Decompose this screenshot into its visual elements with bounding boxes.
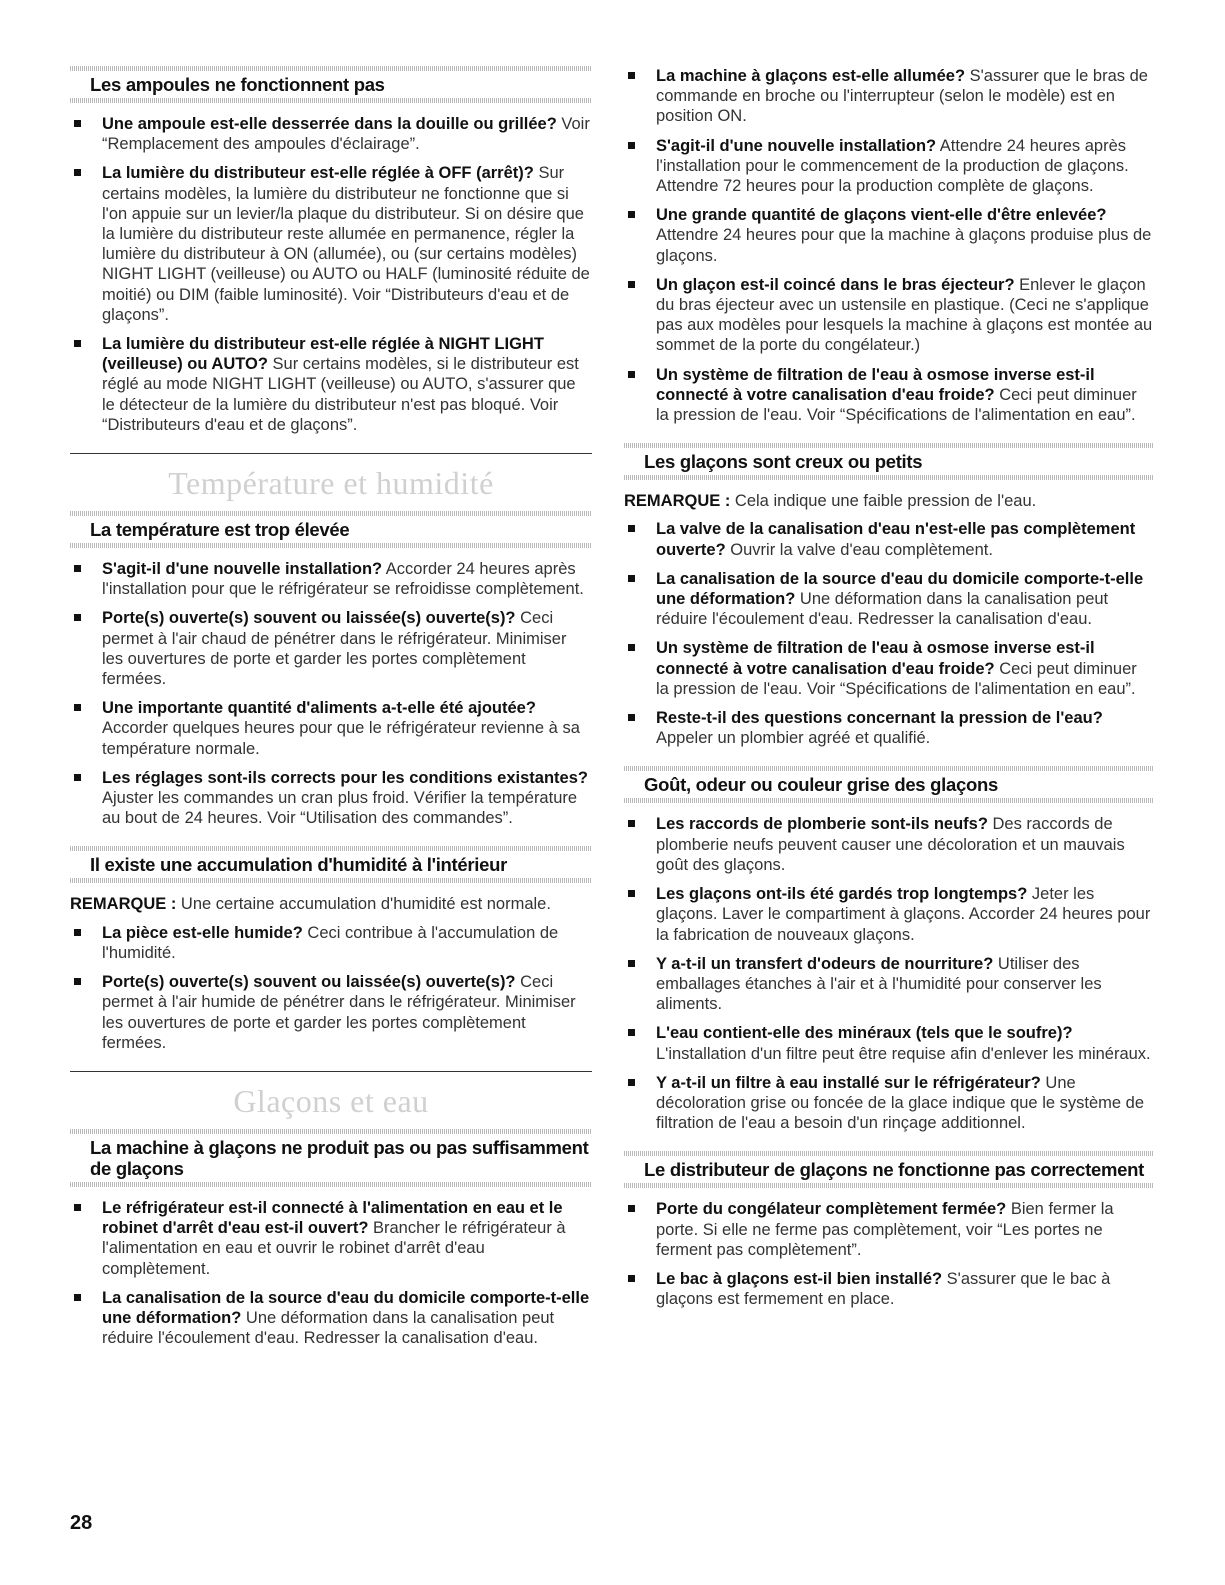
question-text: Porte(s) ouverte(s) souvent ou laissée(s) ouverte(s)? (102, 973, 516, 992)
bullet-icon (628, 890, 635, 897)
note (70, 894, 592, 914)
subsection-header (624, 766, 1154, 803)
list-item (70, 1288, 592, 1349)
troubleshooting-list (624, 519, 1154, 748)
bullet-icon (628, 142, 635, 149)
bullet-icon (628, 1205, 635, 1212)
question-text: Une importante quantité d'aliments a-t-elle été ajoutée? (102, 699, 536, 718)
question-text: La machine à glaçons est-elle allumée? (656, 67, 966, 85)
bullet-icon (74, 1204, 81, 1211)
bullet-icon (74, 120, 81, 127)
bullet-icon (628, 820, 635, 827)
question-text: Les raccords de plomberie sont-ils neufs? (656, 815, 988, 834)
answer-text: Jeter les glaçons. Laver le compartiment à glaçons. Accorder 24 heures pour la fabrication de nouveaux glaçons. (656, 885, 1151, 944)
question-text: Une ampoule est-elle desserrée dans la douille ou grillée? (102, 115, 557, 133)
subsection-header (70, 66, 592, 103)
subsection-header (624, 443, 1154, 480)
answer-text: Brancher le réfrigérateur à l'alimentation en eau et ouvrir le robinet d'arrêt d'eau complètement. (102, 1219, 566, 1278)
bullet-icon (74, 1294, 81, 1301)
list-item (624, 1269, 1154, 1309)
answer-text: Enlever le glaçon du bras éjecteur avec un ustensile en plastique. (Ceci ne s'applique pas aux modèles pour lesquels la machine à glaçons est montée au sommet de la porte du congélateur.) (656, 275, 1153, 355)
question-text: Porte(s) ouverte(s) souvent ou laissée(s) ouverte(s)? (102, 609, 516, 628)
troubleshooting-list (70, 114, 592, 435)
list-item (70, 1198, 592, 1279)
list-item (624, 884, 1154, 945)
list-item (624, 1023, 1154, 1063)
list-item (70, 698, 592, 759)
troubleshooting-list (70, 559, 592, 828)
question-text: Reste-t-il des questions concernant la pression de l'eau? (656, 709, 1103, 728)
answer-text: Attendre 24 heures pour que la machine à glaçons produise plus de glaçons. (656, 226, 1152, 265)
note-label: REMARQUE : (70, 895, 177, 914)
answer-text: S'assurer que le bac à glaçons est fermement en place. (656, 1269, 1111, 1309)
question-text: Un système de filtration de l'eau à osmose inverse est-il connecté à votre canalisation d'eau froide? (656, 365, 1095, 404)
list-item (624, 275, 1154, 356)
answer-text: Bien fermer la porte. Si elle ne ferme pas complètement, voir “Les portes ne ferment pas complètement”. (656, 1200, 1114, 1259)
bullet-icon (628, 281, 635, 288)
bullet-icon (74, 774, 81, 781)
question-text: Y a-t-il un filtre à eau installé sur le réfrigérateur? (656, 1073, 1041, 1092)
troubleshooting-list (624, 1199, 1154, 1309)
question-text: La canalisation de la source d'eau du domicile comporte-t-elle une déformation? (102, 1288, 590, 1327)
note-label: REMARQUE : (624, 492, 731, 511)
subsection-title: Les ampoules ne fonctionnent pas (90, 74, 385, 95)
subsection-header (70, 1129, 592, 1187)
list-item (70, 972, 592, 1053)
bullet-icon (628, 525, 635, 532)
answer-text: Sur certains modèles, si le distributeur est réglé au mode NIGHT LIGHT (veilleuse) ou AUTO, s'assurer que le détecteur de la lumière du distributeur n'est pas bloqué. Voir “Distributeurs d'eau et de glaçons”. (102, 355, 579, 434)
bullet-icon (628, 1029, 635, 1036)
bullet-icon (74, 704, 81, 711)
page-number: 28 (70, 1512, 93, 1534)
question-text: La valve de la canalisation d'eau n'est-elle pas complètement ouverte? (656, 520, 1136, 559)
major-section-header (70, 1071, 592, 1120)
subsection-header (624, 1151, 1154, 1188)
bullet-icon (74, 929, 81, 936)
bullet-icon (74, 565, 81, 572)
question-text: Le réfrigérateur est-il connecté à l'alimentation en eau et le robinet d'arrêt d'eau est-il ouvert? (102, 1198, 563, 1238)
bullet-icon (628, 72, 635, 79)
list-item (624, 66, 1154, 127)
answer-text: Accorder quelques heures pour que le réfrigérateur revienne à sa température normale. (102, 719, 580, 758)
bullet-icon (628, 644, 635, 651)
answer-text: Attendre 24 heures après l'installation pour le commencement de la production de glaçons. Attendre 72 heures pour la production complète de glaçons. (656, 136, 1129, 196)
answer-text: Utiliser des emballages étanches à l'air et à l'humidité pour conserver les aliments. (656, 954, 1102, 1014)
question-text: S'agit-il d'une nouvelle installation? (656, 136, 937, 155)
major-section-title: Température et humidité (168, 465, 494, 502)
answer-text: Accorder 24 heures après l'installation pour que le réfrigérateur se refroidisse complètement. (102, 560, 584, 599)
question-text: La canalisation de la source d'eau du domicile comporte-t-elle une déformation? (656, 569, 1144, 609)
list-item (624, 205, 1154, 266)
note-text: Cela indique une faible pression de l'eau. (730, 492, 1037, 511)
answer-text: Ceci contribue à l'accumulation de l'humidité. (102, 923, 559, 962)
subsection-title: Le distributeur de glaçons ne fonctionne pas correctement (644, 1159, 1144, 1181)
list-item (70, 334, 592, 435)
list-item (624, 954, 1154, 1015)
question-text: Les glaçons ont-ils été gardés trop longtemps? (656, 885, 1028, 904)
troubleshooting-list (624, 66, 1154, 425)
answer-text: S'assurer que le bras de commande en broche ou l'interrupteur (selon le modèle) est en position ON. (656, 67, 1148, 126)
list-item (70, 768, 592, 829)
major-section-header (70, 453, 592, 502)
list-item (624, 519, 1154, 559)
bullet-icon (628, 1275, 635, 1282)
answer-text: Une déformation dans la canalisation peut réduire l'écoulement d'eau. Redresser la canalisation d'eau. (656, 590, 1109, 629)
list-item (624, 1199, 1154, 1260)
answer-text: Ceci permet à l'air humide de pénétrer dans le réfrigérateur. Minimiser les ouvertures de porte et garder les portes complètement fermées. (102, 973, 576, 1052)
question-text: Un glaçon est-il coincé dans le bras éjecteur? (656, 275, 1015, 294)
subsection-title: Il existe une accumulation d'humidité à l'intérieur (90, 854, 508, 876)
bullet-icon (74, 169, 81, 176)
subsection-title: La machine à glaçons ne produit pas ou pas suffisamment de glaçons (90, 1136, 589, 1179)
list-item (624, 365, 1154, 426)
question-text: S'agit-il d'une nouvelle installation? (102, 560, 383, 579)
question-text: L'eau contient-elle des minéraux (tels que le soufre)? (656, 1024, 1073, 1043)
answer-text: Ajuster les commandes un cran plus froid. Vérifier la température au bout de 24 heures. Voir “Utilisation des commandes”. (102, 789, 578, 828)
bullet-icon (628, 371, 635, 378)
right-column (624, 66, 1154, 1318)
bullet-icon (74, 978, 81, 985)
question-text: Les réglages sont-ils corrects pour les conditions existantes? (102, 768, 588, 787)
list-item (624, 1073, 1154, 1134)
bullet-icon (628, 714, 635, 721)
list-item (70, 163, 592, 325)
bullet-icon (74, 614, 81, 621)
answer-text: L'installation d'un filtre peut être requise afin d'enlever les minéraux. (656, 1044, 1151, 1063)
list-item (624, 569, 1154, 630)
list-item (624, 708, 1154, 748)
troubleshooting-list (70, 923, 592, 1053)
troubleshooting-list (624, 814, 1154, 1133)
list-item (624, 814, 1154, 875)
bullet-icon (628, 575, 635, 582)
answer-text: Ceci peut diminuer la pression de l'eau. Voir “Spécifications de l'alimentation en eau”. (656, 659, 1137, 698)
answer-text: Voir “Remplacement des ampoules d'éclairage”. (102, 115, 590, 154)
bullet-icon (628, 960, 635, 967)
list-item (70, 923, 592, 963)
note (624, 491, 1154, 511)
answer-text: Sur certains modèles, la lumière du distributeur ne fonctionne que si l'on appuie sur un levier/la plaque du distributeur. Si on désire que la lumière du distributeur reste allumée en permanence, régler la lumière du distributeur à ON (allumée), ou (sur certains modèles) NIGHT LIGHT (veilleuse) ou AUTO ou HALF (luminosité réduite de moitié) ou DIM (faible luminosité). Voir “Distributeurs d'eau et de glaçons”. (102, 164, 590, 324)
answer-text: Ouvrir la valve d'eau complètement. (725, 540, 993, 559)
list-item (70, 114, 592, 154)
answer-text: Ceci permet à l'air chaud de pénétrer dans le réfrigérateur. Minimiser les ouvertures de porte et garder les portes complètement fermées. (102, 609, 567, 689)
subsection-header (70, 511, 592, 548)
question-text: Le bac à glaçons est-il bien installé? (656, 1269, 943, 1288)
question-text: La lumière du distributeur est-elle réglée à NIGHT LIGHT (veilleuse) ou AUTO? (102, 335, 544, 374)
question-text: La lumière du distributeur est-elle réglée à OFF (arrêt)? (102, 164, 534, 183)
note-text: Une certaine accumulation d'humidité est normale. (176, 895, 551, 914)
list-item (624, 638, 1154, 699)
question-text: Une grande quantité de glaçons vient-elle d'être enlevée? (656, 206, 1107, 225)
question-text: La pièce est-elle humide? (102, 923, 303, 942)
answer-text: Ceci peut diminuer la pression de l'eau. Voir “Spécifications de l'alimentation en eau”. (656, 385, 1137, 425)
major-section-title: Glaçons et eau (233, 1082, 429, 1119)
question-text: Un système de filtration de l'eau à osmose inverse est-il connecté à votre canalisation d'eau froide? (656, 639, 1095, 678)
subsection-title: Les glaçons sont creux ou petits (644, 451, 923, 473)
list-item (70, 559, 592, 599)
subsection-title: Goût, odeur ou couleur grise des glaçons (644, 774, 998, 796)
list-item (70, 608, 592, 689)
bullet-icon (628, 211, 635, 218)
subsection-header (70, 846, 592, 883)
left-column (70, 66, 592, 1357)
bullet-icon (74, 340, 81, 347)
answer-text: Des raccords de plomberie neufs peuvent causer une décoloration et un mauvais goût des glaçons. (656, 815, 1125, 874)
subsection-title: La température est trop élevée (90, 519, 350, 541)
answer-text: Une décoloration grise ou foncée de la glace indique que le système de filtration de l'eau a besoin d'un rinçage additionnel. (656, 1073, 1144, 1133)
answer-text: Une déformation dans la canalisation peut réduire l'écoulement d'eau. Redresser la canalisation d'eau. (102, 1308, 555, 1348)
list-item (624, 136, 1154, 197)
troubleshooting-list (70, 1198, 592, 1348)
question-text: Y a-t-il un transfert d'odeurs de nourriture? (656, 954, 994, 973)
bullet-icon (628, 1079, 635, 1086)
answer-text: Appeler un plombier agréé et qualifié. (656, 729, 931, 748)
question-text: Porte du congélateur complètement fermée? (656, 1200, 1007, 1219)
